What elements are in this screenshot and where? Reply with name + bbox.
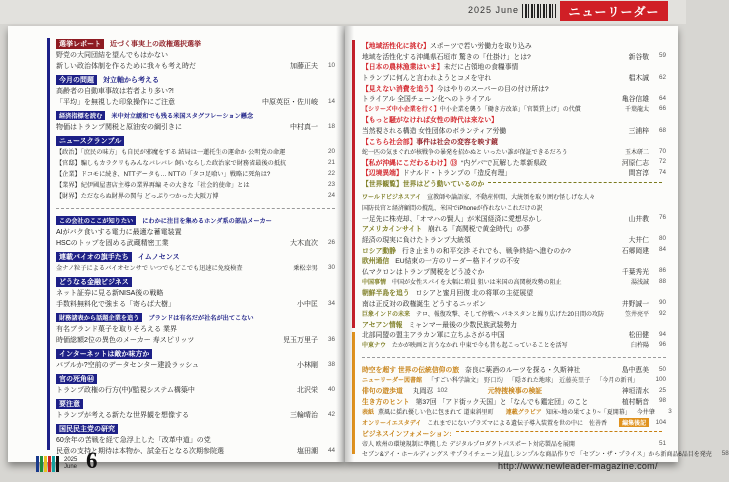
- author-name: 椙木誠: [628, 75, 649, 83]
- toc-row: [362, 329, 666, 340]
- author-name: 千葉龍太: [624, 107, 649, 114]
- page-number: 21: [327, 159, 335, 166]
- toc-row: [56, 49, 335, 60]
- toc-row: [362, 93, 666, 104]
- entry-text: 近藤英里子: [558, 377, 591, 385]
- entry-text: 近づく事実上の政権選択選挙: [110, 40, 201, 48]
- entry-text: HSCのトップを固める武蔵精密工業: [56, 239, 169, 247]
- author-name: 新谷敬: [628, 53, 649, 61]
- entry-text: 蛇一匹の気まぐれが核戦争の暴発を招かぬと いったい誰が保証できるだろう: [362, 149, 568, 156]
- page-number: 98: [658, 397, 666, 405]
- entry-text: 奈良に薬酒のルーツを探る・久斯神社: [465, 367, 581, 375]
- page-number: 94: [658, 330, 666, 338]
- toc-row: [56, 434, 335, 445]
- page-number: 51: [658, 439, 666, 447]
- entry-text: トランプが考える新たな世界観を想像する: [56, 411, 189, 419]
- entry-text: トランプに何んと言われようとコメを守れ: [362, 75, 492, 83]
- toc-row: [56, 409, 335, 420]
- page-number: 22: [327, 170, 335, 177]
- toc-row: [362, 438, 666, 449]
- toc-section: [362, 40, 666, 188]
- page-number: 80: [658, 235, 666, 243]
- page-number: 10: [327, 62, 335, 69]
- toc-row: [362, 40, 666, 51]
- entry-text: 手数料無料化で強まる「寄らば大樹」: [56, 300, 175, 308]
- toc-row: [362, 340, 666, 351]
- section-label: 財務諸表から話題企業を追う: [56, 313, 142, 322]
- author-name: 山井教: [628, 215, 649, 223]
- toc-row: [56, 190, 335, 201]
- section-label: インターネットは敵か味方か: [56, 349, 152, 359]
- entry-text: 中国事情: [362, 279, 387, 286]
- right-page-rule-orange: [352, 332, 355, 454]
- page-number: 50: [658, 365, 666, 373]
- author-name: 笠井亮平: [624, 311, 649, 318]
- entry-text: 【見えない消費を追う】: [362, 85, 437, 93]
- page-number: 36: [327, 336, 335, 343]
- toc-row: [56, 85, 335, 96]
- entry-text: 野口均: [484, 377, 503, 385]
- toc-row: [56, 445, 335, 456]
- page-number: 26: [327, 239, 335, 246]
- entry-text: 事件は社会の変容を映す鏡: [416, 138, 498, 146]
- toc-row: [362, 255, 666, 266]
- toc-row: [56, 359, 335, 370]
- entry-text: 金ナノ粒子によるバイオセンサで いつでもどこでも迅速に免疫検査: [56, 265, 243, 272]
- entry-text: テロ、報復攻撃、そして停戦へ パキスタンと繰り広げた20日間の攻防: [416, 311, 604, 318]
- toc-section: [56, 38, 335, 71]
- entry-text: 中東ナウ: [362, 343, 387, 350]
- author-name: 石郷岡建: [621, 247, 649, 255]
- page-number: 66: [658, 105, 666, 113]
- author-name: 北沢栄: [297, 386, 318, 394]
- toc-row: [56, 323, 335, 334]
- entry-text: たかが映画と言うなかれ 中東で今も昔も起こっていることを活写: [392, 343, 568, 350]
- page-number: 92: [658, 309, 666, 317]
- entry-text: 「平均」を無視した印象操作にご注意: [56, 98, 175, 106]
- entry-text: 第37回 「アド街ック天国」と「なんでも鑑定団」のこと: [415, 398, 589, 406]
- entry-text: 表紙: [362, 409, 375, 416]
- toc-section: [56, 74, 335, 107]
- toc-row: [56, 373, 335, 384]
- entry-text: 【地域活性化に挑む】: [362, 43, 430, 51]
- page-number: 86: [658, 267, 666, 275]
- author-name: 中村真一: [290, 123, 318, 131]
- page-number: 58: [721, 450, 729, 458]
- entry-text: 【もっと騒がなければ女性の時代は来ない】: [362, 117, 498, 125]
- entry-text: 連載グラビア: [505, 409, 542, 416]
- toc-row: [56, 398, 335, 409]
- toc-row: [56, 298, 335, 309]
- page-number: 24: [327, 192, 335, 199]
- dashed-divider: [362, 357, 666, 358]
- toc-row: [362, 308, 666, 319]
- stripe: [56, 456, 59, 472]
- page-number: 70: [658, 147, 666, 155]
- author-name: 島中恵美: [621, 367, 649, 375]
- stripe: [52, 456, 55, 472]
- entry-text: 仏マクロンはトランプ関税をどう凌ぐか: [362, 268, 485, 276]
- author-name: 中原英臣・佐川峻: [262, 98, 318, 106]
- entry-text: ニューリーダー図書館: [362, 378, 423, 385]
- entry-text: 60余年の苦戦を経て急浮上した「改革中道」の党: [56, 436, 211, 444]
- author-name: 小中匡: [297, 300, 318, 308]
- barcode-icon: [522, 4, 556, 18]
- publisher-stripes-icon: [36, 456, 59, 472]
- entry-text: 知床~地の果てより~「夏開幕」: [545, 409, 631, 416]
- toc-section: [56, 110, 335, 132]
- toc-section: [56, 251, 335, 273]
- left-page: [8, 26, 345, 462]
- author-name: 千葉秀光: [621, 268, 649, 276]
- toc-row: [362, 178, 666, 189]
- toc-section: [362, 191, 666, 361]
- toc-row: [56, 384, 335, 395]
- section-label: 今月の問題: [56, 75, 97, 85]
- toc-row: [362, 374, 666, 385]
- toc-section: [56, 423, 335, 456]
- entry-text: ドナルド・トランプの「造反有理」: [402, 170, 512, 178]
- entry-text: イムノセンス: [137, 253, 180, 261]
- entry-text: 丸岡忍: [412, 388, 434, 396]
- toc-row: [56, 334, 335, 345]
- entry-text: 「今月の新刊」: [596, 378, 639, 385]
- page-number: 38: [327, 361, 335, 368]
- entry-text: アセアン情報: [362, 321, 403, 329]
- page-number: 90: [658, 299, 666, 307]
- page-number: 96: [658, 341, 666, 349]
- toc-row: [362, 265, 666, 276]
- issue-date: 2025 June: [468, 5, 520, 15]
- entry-text: セブン&アイ・ホールディングス サプライチェーン見直しシンプルな商品作りで 「セブン・ザ・プライス」から新商品6品目を発売: [362, 452, 712, 459]
- page-number: 25: [658, 386, 666, 394]
- entry-text: 【企業】ドコモに続き、NTTデータも… NTTの「タコ足喰い」戦略に死角は?: [56, 171, 271, 178]
- entry-text: 民意の支持と期待は本物か、試金石となる次期参院選: [56, 447, 224, 455]
- page-number: 88: [658, 277, 666, 285]
- entry-text: 佐善香: [589, 420, 608, 427]
- page-number: 84: [658, 246, 666, 254]
- author-name: 乗松幸男: [293, 265, 318, 272]
- toc-row: [362, 276, 666, 287]
- toc-row: [56, 179, 335, 190]
- author-name: 加藤正夫: [290, 62, 318, 70]
- toc-row: [362, 51, 666, 62]
- section-label: この会社のここが知りたい: [56, 216, 136, 225]
- magazine-url: http://www.newleader-magazine.com/: [498, 461, 658, 471]
- page-number: 40: [327, 386, 335, 393]
- entry-text: 中小企業を襲う「働き方改革」「官製賃上げ」の代償: [439, 107, 581, 114]
- toc-row: [56, 38, 335, 49]
- entry-text: EU結束の一方のリーダー格ドイツの不安: [395, 258, 520, 266]
- section-label: どうなる金融ビジネス: [56, 277, 132, 287]
- author-name: 湯浅誠: [630, 279, 649, 286]
- entry-text: 経済の現実に負けたトランプ大統領: [362, 236, 471, 244]
- toc-row: [56, 237, 335, 248]
- toc-row: [362, 417, 666, 428]
- toc-section: [56, 215, 335, 248]
- entry-text: 当然視される構造 女性団体のボランティア労働: [362, 128, 507, 136]
- toc-row: [362, 223, 666, 234]
- author-name: 河原仁志: [621, 159, 649, 167]
- entry-text: 【辺境異端】: [362, 170, 403, 178]
- author-name: 塩田潮: [297, 447, 318, 455]
- author-name: 小林剛: [297, 361, 318, 369]
- toc-row: [362, 167, 666, 178]
- author-name: 神垣清水: [621, 388, 649, 396]
- toc-row: [362, 385, 666, 396]
- entry-text: 【私が沖縄にこだわるわけ】⑬: [362, 159, 458, 167]
- entry-text: 朝鮮半島を追う: [362, 289, 410, 297]
- entry-text: 対立軸から考える: [103, 76, 159, 84]
- toc-row: [56, 215, 335, 226]
- dashed-fill: [488, 182, 662, 183]
- entry-text: ロシアと蜜月回復 北の将軍の主従展望: [415, 289, 534, 297]
- entry-text: 【政治】「庶民の味方」も自民が邪魔をする 結局は一蓮托生の運命か 公明党の命運: [56, 149, 286, 156]
- page-number: 62: [658, 73, 666, 81]
- toc-row: [56, 60, 335, 71]
- entry-text: 今はやりのスーパーの目の付け所は?: [436, 85, 549, 93]
- stripe: [48, 456, 51, 472]
- toc-row: [362, 244, 666, 255]
- toc-row: [56, 201, 335, 212]
- toc-row: [56, 276, 335, 287]
- entry-text: 物価はトランプ関税と原油安の綱引きに: [56, 123, 182, 131]
- author-name: 亀谷信雄: [621, 96, 649, 104]
- entry-text: 「隠された地球」: [508, 378, 557, 385]
- entry-text: 【シリーズ中小企業を行く】: [362, 107, 440, 114]
- page-number: 14: [327, 98, 335, 105]
- toc-section: [362, 364, 729, 459]
- toc-row: [362, 61, 666, 72]
- page-number: 3: [668, 407, 672, 415]
- toc-row: [362, 202, 666, 213]
- page-number: 42: [327, 411, 335, 418]
- page-number: 34: [327, 300, 335, 307]
- magazine-logo: ニューリーダー: [560, 1, 668, 21]
- entry-text: 行き止まりの和平交渉 それでも、戦争終結へ進むのか?: [401, 247, 571, 255]
- entry-text: ブランドは有名だが社名が出てこない: [148, 315, 254, 322]
- toc-row: [56, 312, 335, 323]
- author-name: 大井仁: [628, 236, 649, 244]
- toc-section: [56, 276, 335, 309]
- author-name: 児玉万里子: [283, 336, 318, 344]
- toc-row: [362, 396, 666, 407]
- toc-row: [362, 135, 666, 146]
- right-page-rule-red: [352, 40, 355, 328]
- toc-row: [362, 406, 672, 417]
- entry-text: 未だに占領地の食糧事情: [443, 64, 519, 72]
- page-number: 20: [327, 148, 335, 155]
- entry-text: バブルか?空前のデータセンター建設ラッシュ: [56, 361, 200, 369]
- section-label: 国民民主党の研究: [56, 424, 118, 434]
- entry-text: “内ゲバ”で瓦解した革新県政: [461, 159, 547, 167]
- page-number: 44: [327, 447, 335, 454]
- toc-row: [56, 262, 335, 273]
- author-name: 井野誠一: [621, 300, 649, 308]
- toc-row: [56, 348, 335, 359]
- entry-text: 崩れる「高関税で黄金時代」の夢: [428, 226, 530, 234]
- toc-row: [362, 125, 666, 136]
- toc-row: [56, 287, 335, 298]
- toc-row: [362, 114, 666, 125]
- dashed-divider: [56, 208, 335, 209]
- entry-text: トライアル 全国チェーン化へのトライアル: [362, 96, 492, 104]
- toc-row: [56, 135, 335, 146]
- toc-section: [56, 373, 335, 395]
- entry-text: 欧州通信: [362, 258, 390, 266]
- stripe: [36, 456, 39, 472]
- entry-text: 【こちら社会部】: [362, 138, 417, 146]
- entry-text: ロシア動静: [362, 247, 396, 255]
- toc-row: [362, 234, 666, 245]
- toc-row: [362, 191, 666, 202]
- page-number: 100: [655, 376, 666, 384]
- toc-row: [362, 364, 666, 375]
- page-number: 30: [327, 264, 335, 271]
- left-page-rule: [47, 38, 50, 450]
- entry-text: AIがバク食いする電力に最適な蓄電装置: [56, 228, 182, 236]
- entry-text: 地域を活性化する沖縄県石垣市 驚きの「仕掛け」とは?: [362, 53, 531, 61]
- entry-text: スポーツで若い労働力を取り込み: [429, 43, 532, 51]
- author-name: 間宮淳: [628, 170, 649, 178]
- author-name: 三輪晴治: [290, 411, 318, 419]
- toc-row: [56, 146, 335, 157]
- footer-month: June: [64, 464, 78, 470]
- entry-text: ワールドビジネスアイ: [362, 195, 422, 202]
- toc-section: [56, 348, 335, 370]
- entry-text: 野党の大同団結を望んでもはかない: [56, 51, 168, 59]
- right-page: [345, 26, 729, 462]
- toc-row: [56, 168, 335, 179]
- entry-text: 102: [437, 386, 448, 394]
- entry-text: 「すごい科学論文」: [428, 378, 483, 385]
- entry-text: 中国が女性スパイを大幅に増員 狙いは米国の高関税攻勢の阻止: [392, 279, 562, 286]
- author-name: 三浦梓: [628, 128, 649, 136]
- toc-section: [56, 135, 335, 212]
- entry-text: 【財界】ただならぬ財界の関与 どっぷりつかった大阪万博: [56, 193, 219, 200]
- author-name: 松田健: [628, 332, 649, 340]
- entry-text: 生き方のヒント: [362, 398, 410, 406]
- toc-row: [362, 287, 666, 298]
- entry-text: 【世界観覧】世界はどう動いているのか: [362, 181, 485, 189]
- section-label: 官の死角㊹: [56, 374, 97, 384]
- section-label: 経済指標を読む: [56, 111, 105, 120]
- toc-row: [56, 96, 335, 107]
- entry-text: 時空を超す 世界の伝統信仰の旅: [362, 367, 460, 375]
- author-name: 大木直次: [290, 239, 318, 247]
- entry-text: ミャンマー最後の少数民族武装勢力: [408, 321, 518, 329]
- entry-text: 【日本の農林漁業はいま】: [362, 64, 444, 72]
- dashed-fill: [456, 431, 662, 432]
- page-number: 64: [658, 94, 666, 102]
- toc-row: [56, 121, 335, 132]
- author-name: 植村鞆音: [621, 398, 649, 406]
- entry-text: 新しい政治体制を作るために我々も考え時だ: [56, 62, 196, 70]
- toc-row: [362, 157, 666, 168]
- toc-section: [56, 312, 335, 345]
- toc-row: [362, 82, 666, 93]
- page-number: 104: [655, 418, 667, 426]
- toc-row: [56, 251, 335, 262]
- entry-text: 宣教師や論語家、不動産仲間、大統領を取り囲む怪しげな人々: [427, 195, 596, 202]
- page-number: 74: [658, 168, 666, 176]
- entry-text: これまでにないプラズマによる遺伝子導入装置を世の中に: [427, 420, 584, 427]
- entry-text: トランプ政権の行方(中)/監視システム構築中: [56, 386, 195, 394]
- entry-text: にわかに注目を集めるホンダ系の部品メーカー: [142, 218, 272, 225]
- page-number: 72: [658, 158, 666, 166]
- section-label: 要注意: [56, 399, 83, 409]
- entry-text: 帝人 欧州の環境規制に準拠した デジタルプロダクトパスポート対応製品を展開: [362, 441, 575, 448]
- toc-row: [362, 318, 666, 329]
- entry-text: 【業界】紀伊國屋書店主導の業界再編 その大きな「社会的使命」とは: [56, 182, 250, 189]
- entry-text: 時価総額2位の異色のメーカー 寿スピリッツ: [56, 336, 195, 344]
- entry-text: 高齢者の自動車事故は若者より多い?!: [56, 87, 174, 95]
- entry-text: 薫風に揺れ優しい色に包まれて 道東斜里町: [378, 409, 494, 416]
- footer-issue-yearmonth: [64, 457, 77, 471]
- entry-text: 巨象インドの未来: [362, 311, 411, 318]
- toc-row: [362, 427, 666, 438]
- stripe: [40, 456, 43, 472]
- toc-row: [56, 74, 335, 85]
- toc-row: [362, 104, 666, 115]
- entry-text: 国防長官と経済顧問の撹乱、米国でiPhoneが作れないこれだけの訳: [362, 205, 543, 212]
- entry-text: ビジネスインフォメーション:: [362, 430, 452, 438]
- entry-text: アメリカインサイト: [362, 226, 423, 234]
- author-name: 玉木研二: [624, 149, 649, 156]
- footer-year: 2025: [64, 457, 78, 463]
- page-number: 18: [327, 123, 335, 130]
- section-label: 選挙レポート: [56, 39, 104, 49]
- page-number: 68: [658, 126, 666, 134]
- entry-text: オンリーイエスタデイ: [362, 420, 422, 427]
- toc-row: [362, 297, 666, 308]
- section-label: 編集後記: [619, 418, 649, 427]
- toc-row: [56, 423, 335, 434]
- entry-text: 元特捜検事の検証: [487, 388, 543, 396]
- page-number: 23: [327, 181, 335, 188]
- entry-text: 南は正反対の政権誕生 どうするニッポン: [362, 300, 486, 308]
- toc-row: [362, 213, 666, 224]
- toc-row: [362, 449, 729, 460]
- toc-row: [56, 157, 335, 168]
- section-label: ニュースクランブル: [56, 136, 124, 146]
- entry-text: 北部同盟の盟主アラカン軍に立ちふさがる中国: [362, 332, 505, 340]
- author-name: 今井肇: [636, 409, 655, 416]
- entry-text: ネット証券に見る新NISA後の戦略: [56, 289, 164, 297]
- toc-row: [56, 226, 335, 237]
- page-number: 76: [658, 214, 666, 222]
- entry-text: 一足先に株売却、「オマハの賢人」が米国経済に愛想尽かし: [362, 215, 543, 223]
- footer-issue-number: 6: [86, 448, 98, 473]
- entry-text: 有名ブランド菓子を取りそろえる 業界: [56, 325, 177, 333]
- toc-section: [56, 398, 335, 420]
- section-label: 連載バイオの旗手たち: [56, 252, 132, 262]
- toc-row: [56, 110, 335, 121]
- stripe: [44, 456, 47, 472]
- entry-text: 俳句の遊歩道: [362, 388, 403, 396]
- toc-row: [362, 146, 666, 157]
- page-number: 59: [658, 52, 666, 60]
- entry-text: 米中対立緩和でも残る米国スタグフレーション懸念: [111, 113, 254, 120]
- toc-row: [362, 72, 666, 83]
- author-name: 臼杵陽: [630, 343, 649, 350]
- entry-text: 【官邸】騙しもカラクリもみんなバレバレ 飼いならした政治家で財務省最後の抵抗: [56, 160, 287, 167]
- toc-row: [362, 350, 666, 361]
